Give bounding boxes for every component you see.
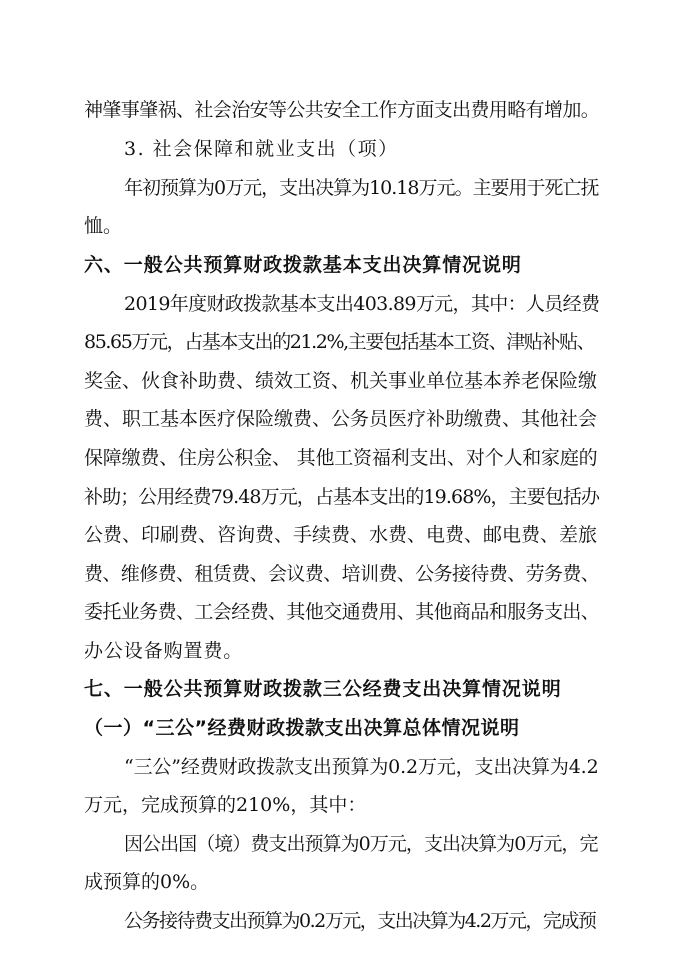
text-line: 神肇事肇祸、社会治安等公共安全工作方面支出费用略有增加。 — [84, 99, 600, 121]
text-line: 委托业务费、工会经费、其他交通费用、其他商品和服务支出、 — [84, 601, 600, 623]
section-heading-7: 七、一般公共预算财政拨款三公经费支出决算情况说明 — [84, 678, 562, 700]
text-line: 恤。 — [84, 215, 123, 237]
text-line: 公务接待费支出预算为0.2万元，支出决算为4.2万元，完成预 — [124, 910, 596, 932]
text-line: 2019年度财政拨款基本支出403.89万元，其中：人员经费 — [124, 293, 600, 315]
section-heading-6: 六、一般公共预算财政拨款基本支出决算情况说明 — [84, 254, 522, 276]
text-line: “三公”经费财政拨款支出预算为0.2万元，支出决算为4.2 — [124, 756, 599, 778]
text-line: 补助；公用经费79.48万元，占基本支出的19.68%，主要包括办 — [84, 486, 600, 508]
text-line: 费、维修费、租赁费、会议费、培训费、公务接待费、劳务费、 — [84, 563, 600, 585]
text-line: 奖金、伙食补助费、绩效工资、机关事业单位基本养老保险缴 — [84, 370, 598, 392]
text-line: 万元，完成预算的210%，其中： — [84, 794, 367, 816]
text-line: 年初预算为0万元，支出决算为10.18万元。主要用于死亡抚 — [124, 177, 599, 199]
text-line: 保障缴费、住房公积金、 其他工资福利支出、对个人和家庭的 — [84, 447, 598, 469]
text-line: 85.65万元，占基本支出的21.2%,主要包括基本工资、津贴补贴、 — [84, 331, 595, 353]
text-line: 因公出国（境）费支出预算为0万元，支出决算为0万元，完 — [124, 833, 598, 855]
text-line: 3. 社会保障和就业支出（项） — [124, 138, 399, 160]
subsection-heading-1: （一）“三公”经费财政拨款支出决算总体情况说明 — [84, 717, 520, 739]
text-line: 公费、印刷费、咨询费、手续费、水费、电费、邮电费、差旅 — [84, 524, 598, 546]
text-line: 成预算的0%。 — [84, 871, 210, 893]
text-line: 办公设备购置费。 — [84, 640, 244, 662]
text-line: 费、职工基本医疗保险缴费、公务员医疗补助缴费、其他社会 — [84, 408, 598, 430]
